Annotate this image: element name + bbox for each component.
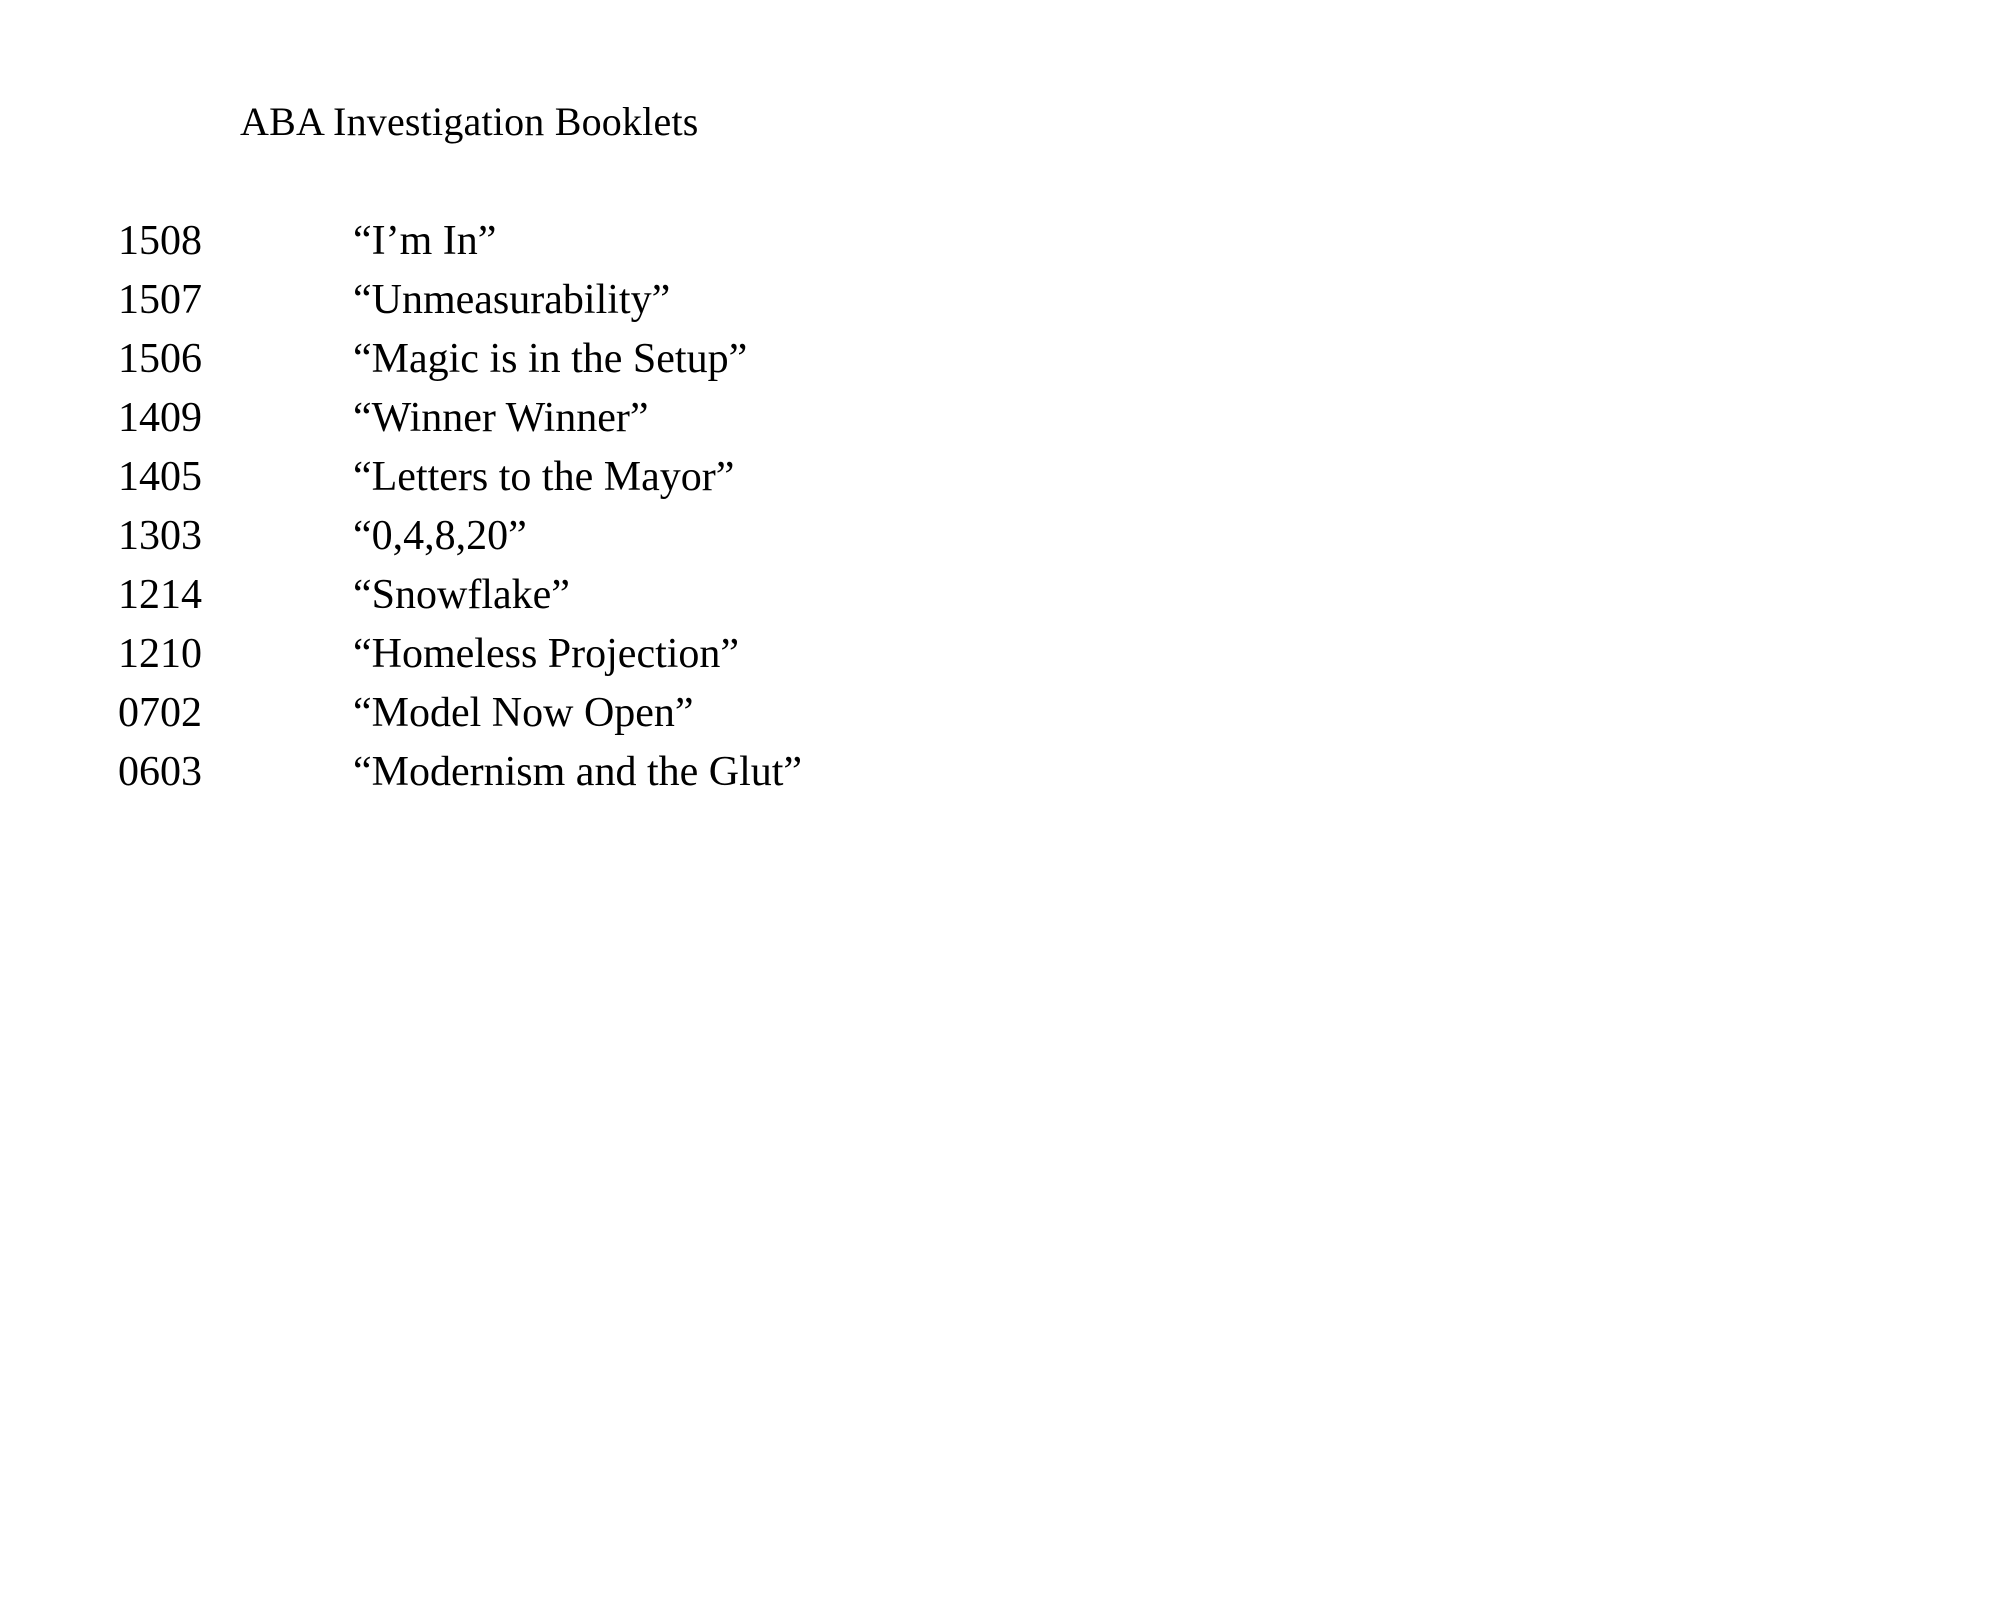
page-title: ABA Investigation Booklets [240,99,699,144]
list-item [118,448,1518,507]
list-item [118,330,1518,389]
booklet-title: “I’m In” [353,218,497,264]
booklet-number: 1214 [118,572,202,618]
booklet-number: 1405 [118,454,202,500]
list-item [118,566,1518,625]
booklet-title: “Homeless Projection” [353,631,740,677]
booklet-title: “Magic is in the Setup” [353,336,748,382]
booklet-number: 1508 [118,218,202,264]
booklet-number: 1506 [118,336,202,382]
booklet-title: “Snowflake” [353,572,570,618]
booklet-title: “Winner Winner” [353,395,649,441]
booklet-number: 1303 [118,513,202,559]
list-item [118,271,1518,330]
list-item [118,212,1518,271]
booklet-title: “Letters to the Mayor” [353,454,735,500]
booklet-number: 0603 [118,749,202,795]
booklet-number: 1409 [118,395,202,441]
booklet-title: “0,4,8,20” [353,513,527,559]
list-item [118,684,1518,743]
booklet-number: 0702 [118,690,202,736]
booklet-list [118,212,1518,802]
list-item [118,507,1518,566]
booklet-title: “Modernism and the Glut” [353,749,803,795]
list-item [118,743,1518,802]
list-item [118,625,1518,684]
list-item [118,389,1518,448]
booklet-title: “Model Now Open” [353,690,694,736]
booklet-number: 1507 [118,277,202,323]
booklet-title: “Unmeasurability” [353,277,671,323]
booklet-number: 1210 [118,631,202,677]
